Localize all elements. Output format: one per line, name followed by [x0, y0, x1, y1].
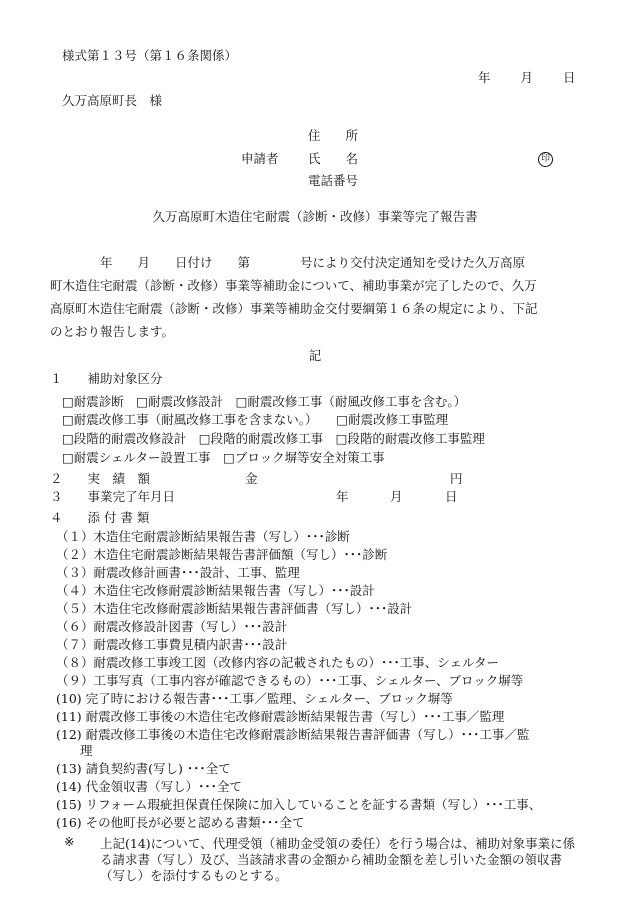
date-month: 月	[520, 70, 534, 85]
category-row: □耐震改修工事（耐風改修工事を含まない。） □耐震改修工事監理	[62, 412, 449, 427]
completion-day: 日	[445, 489, 458, 504]
applicant-phone-label: 電話番号	[308, 173, 359, 188]
attachment-item: （９）工事写真（工事内容が確認できるもの）･･･工事、シェルター、ブロック塀等	[56, 673, 524, 688]
body-line: 年 月 日付け 第 号により交付決定通知を受けた久万高原	[50, 255, 526, 270]
body-line: 高原町木造住宅耐震（診断・改修）事業等補助金交付要綱第１６条の規定により、下記	[50, 301, 538, 316]
applicant-address-label: 住 所	[308, 128, 359, 143]
attachment-item: (16) その他町長が必要と認める書類･･･全て	[56, 815, 305, 830]
attachment-item: （１）木造住宅耐震診断結果報告書（写し）･･･診断	[56, 529, 350, 544]
recipient: 久万高原町長 様	[62, 93, 163, 108]
attachment-item: (13) 請負契約書(写し) ･･･全て	[56, 761, 231, 776]
note-mark: ※	[64, 834, 75, 849]
document-title: 久万高原町木造住宅耐震（診断・改修）事業等完了報告書	[152, 209, 478, 224]
attachment-item: （８）耐震改修工事竣工図（改修内容の記載されたもの）･･･工事、シェルター	[56, 655, 500, 670]
attachment-item: (12) 耐震改修工事後の木造住宅改修耐震診断結果報告書評価書（写し）･･･工事／監	[56, 727, 530, 742]
attachment-item: （２）木造住宅耐震診断結果報告書評価額（写し）･･･診断	[56, 547, 388, 562]
category-row: □段階的耐震改修設計 □段階的耐震改修工事 □段階的耐震改修工事監理	[62, 431, 485, 446]
report-date	[478, 72, 576, 85]
ki-heading: 記	[308, 348, 322, 363]
category-row: □耐震シェルター設置工事 □ブロック塀等安全対策工事	[62, 450, 385, 465]
body-line: 町木造住宅耐震（診断・改修）事業等補助金について、補助事業が完了したので、久万	[50, 278, 537, 293]
seal-mark: 印	[538, 152, 553, 167]
attachment-item: （７）耐震改修工事費見積内訳書･･･設計	[56, 637, 288, 652]
attachment-item: （３）耐震改修計画書･･･設計、工事、監理	[56, 565, 300, 580]
amount-en: 円	[450, 471, 463, 486]
attachment-item: (15) リフォーム瑕疵担保責任保険に加入していることを証する書類（写し）･･･工事、	[56, 797, 542, 812]
completion-month: 月	[390, 489, 403, 504]
date-day: 日	[563, 70, 576, 85]
attachment-item: (10) 完了時における報告書･･･工事／監理、シェルター、ブロック塀等	[56, 691, 453, 706]
section3-heading: ３ 事業完了年月日	[50, 489, 176, 504]
attachment-item: (11) 耐震改修工事後の木造住宅改修耐震診断結果報告書（写し）･･･工事／監理	[56, 709, 505, 724]
note-text: 上記(14)について、代理受領（補助金受領の委任）を行う場合は、補助対象事業に係る請求書（写し）及び、当該請求書の金額から補助金額を差し引いた金額の領収書（写し）を添付するものとする。	[100, 836, 576, 883]
attachment-item-continuation: 理	[80, 743, 93, 758]
attachment-item: （６）耐震改修設計図書（写し）･･･設計	[56, 619, 288, 634]
section4-heading: ４ 添 付 書 類	[50, 510, 150, 525]
applicant-label: 申請者	[241, 151, 279, 166]
section1-heading: １ 補助対象区分	[50, 371, 163, 386]
body-line: のとおり報告します。	[50, 324, 175, 339]
completion-year: 年	[336, 489, 349, 504]
body-paragraph	[50, 251, 582, 343]
attachment-item: （５）木造住宅改修耐震診断結果報告書評価書（写し）･･･設計	[56, 601, 413, 616]
attachment-item: (14) 代金領収書（写し）･･･全て	[56, 779, 242, 794]
attachment-item: （４）木造住宅改修耐震診断結果報告書（写し）･･･設計	[56, 583, 375, 598]
section2-heading: ２ 実 績 額	[50, 471, 151, 486]
form-number: 様式第１３号（第１６条関係）	[62, 48, 238, 63]
applicant-name-label: 氏 名	[308, 151, 359, 166]
date-year: 年	[478, 70, 491, 85]
amount-kin: 金	[245, 471, 258, 486]
category-row: □耐震診断 □耐震改修設計 □耐震改修工事（耐風改修工事を含む。）	[62, 394, 467, 409]
